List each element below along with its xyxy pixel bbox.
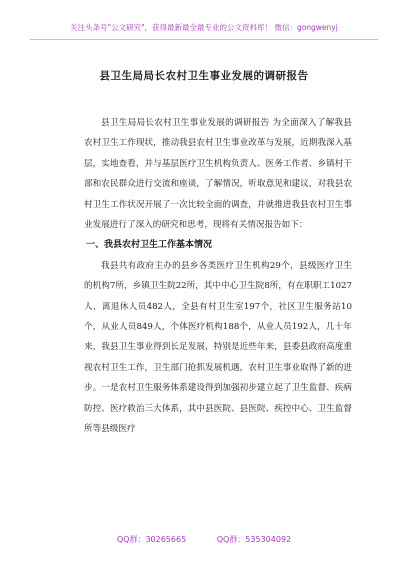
section-heading: 一、我县农村卫生工作基本情况 [86, 240, 213, 251]
intro-paragraph: 县卫生局局长农村卫生事业发展的调研报告 为全面深入了解我县农村卫生工作现状，推动我县农村卫生事业改革与发展，近期我深入基层，实地查看，并与基层医疗卫生机构负责人、医务工作者、乡镇村干部和农民群众进行交流和座谈，了解情况，听取意见和建议，对我县农村卫生工作状况开展了一次比较全面的调查，并就推进我县农村卫生事业发展进行了深入的研究和思考，现将有关情况报告如下： [84, 118, 352, 231]
footer-qq-group-1: QQ群：30265665 [116, 535, 187, 544]
document-body [84, 113, 352, 440]
section-paragraph: 我县共有政府主办的县乡各类医疗卫生机构29个，县级医疗卫生的机构7所，乡镇卫生院22所，其中中心卫生院8所，有在职职工1027人，离退休人员482人，全县有村卫生室197个，社区卫生服务站10个，从业人员849人，个体医疗机构188个，从业人员192人，几十年来，我县卫生事业得到长足发展，特别是近些年来，县委县政府高度重视农村卫生工作，卫生部门抢抓发展机遇，农村卫生事业取得了新的进步。一是农村卫生服务体系建设得到加强初步建立起了卫生监督、疾病防控、医疗救治三大体系，其中县医院、县医院、疾控中心、卫生监督所等县级医疗 [84, 260, 352, 435]
header-banner: 关注头条号"公文研究"，获得最新最全最专业的公文资料库！ 微信：gongwenyj [30, 22, 378, 40]
footer-qq-group-2: QQ群：535304092 [216, 535, 292, 544]
document-title: 县卫生局局长农村卫生事业发展的调研报告 [99, 70, 309, 82]
footer-banner [0, 534, 408, 545]
